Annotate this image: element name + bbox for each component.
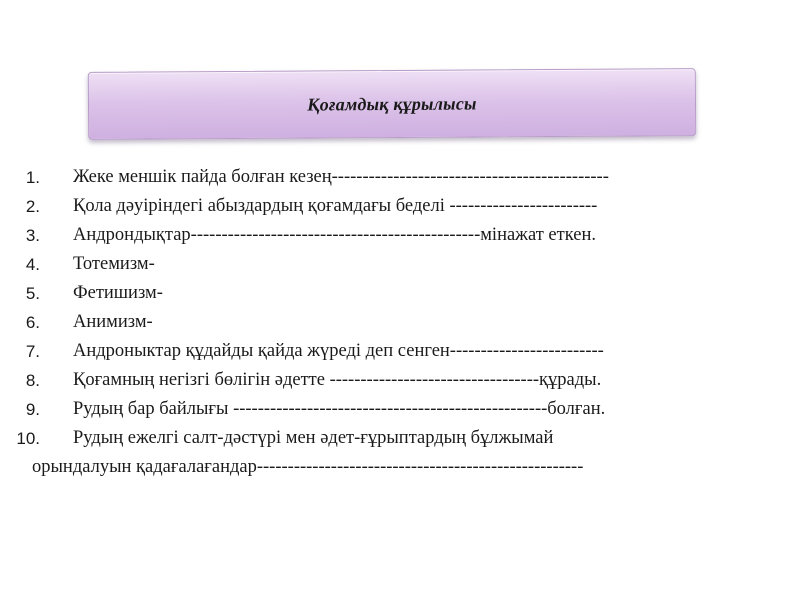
list-item xyxy=(0,279,800,308)
item-number: 4. xyxy=(25,255,40,274)
item-number: 1. xyxy=(25,168,40,187)
item-text: Андрондықтар-----------------------------------------------мінажат еткен. xyxy=(73,225,596,245)
list-item xyxy=(0,192,800,221)
list-item-continuation xyxy=(0,453,800,482)
list-item xyxy=(0,366,800,395)
slide-title: Қоғамдық құрылысы xyxy=(307,92,477,115)
list-item xyxy=(0,337,800,366)
item-number: 3. xyxy=(25,226,40,245)
item-number: 8. xyxy=(25,371,40,390)
list-item xyxy=(0,424,800,453)
item-number: 2. xyxy=(25,197,40,216)
item-text: Қола дәуіріндегі абыздардың қоғамдағы беделі ------------------------ xyxy=(73,196,598,216)
list-item xyxy=(0,163,800,192)
item-number: 10. xyxy=(16,429,40,448)
item-text-continuation: орындалуын қадағалағандар----------------------------------------------------- xyxy=(32,457,584,477)
list-item xyxy=(0,395,800,424)
item-number: 6. xyxy=(25,313,40,332)
item-text: Анимизм- xyxy=(73,312,153,332)
title-banner xyxy=(88,68,696,140)
item-number: 5. xyxy=(25,284,40,303)
item-text: Рудың бар байлығы ---------------------------------------------------болған. xyxy=(73,399,606,419)
item-text: Андроныктар құдайды қайда жүреді деп сенген------------------------- xyxy=(73,341,604,361)
item-text: Тотемизм- xyxy=(73,254,155,274)
item-text: Рудың ежелгі салт-дәстүрі мен әдет-ғұрыптардың бұлжымай xyxy=(73,428,554,448)
list-item xyxy=(0,308,800,337)
list-item xyxy=(0,250,800,279)
item-text: Жеке меншік пайда болған кезең--------------------------------------------- xyxy=(73,167,609,187)
question-list xyxy=(0,163,800,482)
item-text: Фетишизм- xyxy=(73,283,163,303)
list-item xyxy=(0,221,800,250)
item-number: 7. xyxy=(25,342,40,361)
item-number: 9. xyxy=(25,400,40,419)
item-text: Қоғамның негізгі бөлігін әдетте ----------------------------------құрады. xyxy=(73,370,602,390)
